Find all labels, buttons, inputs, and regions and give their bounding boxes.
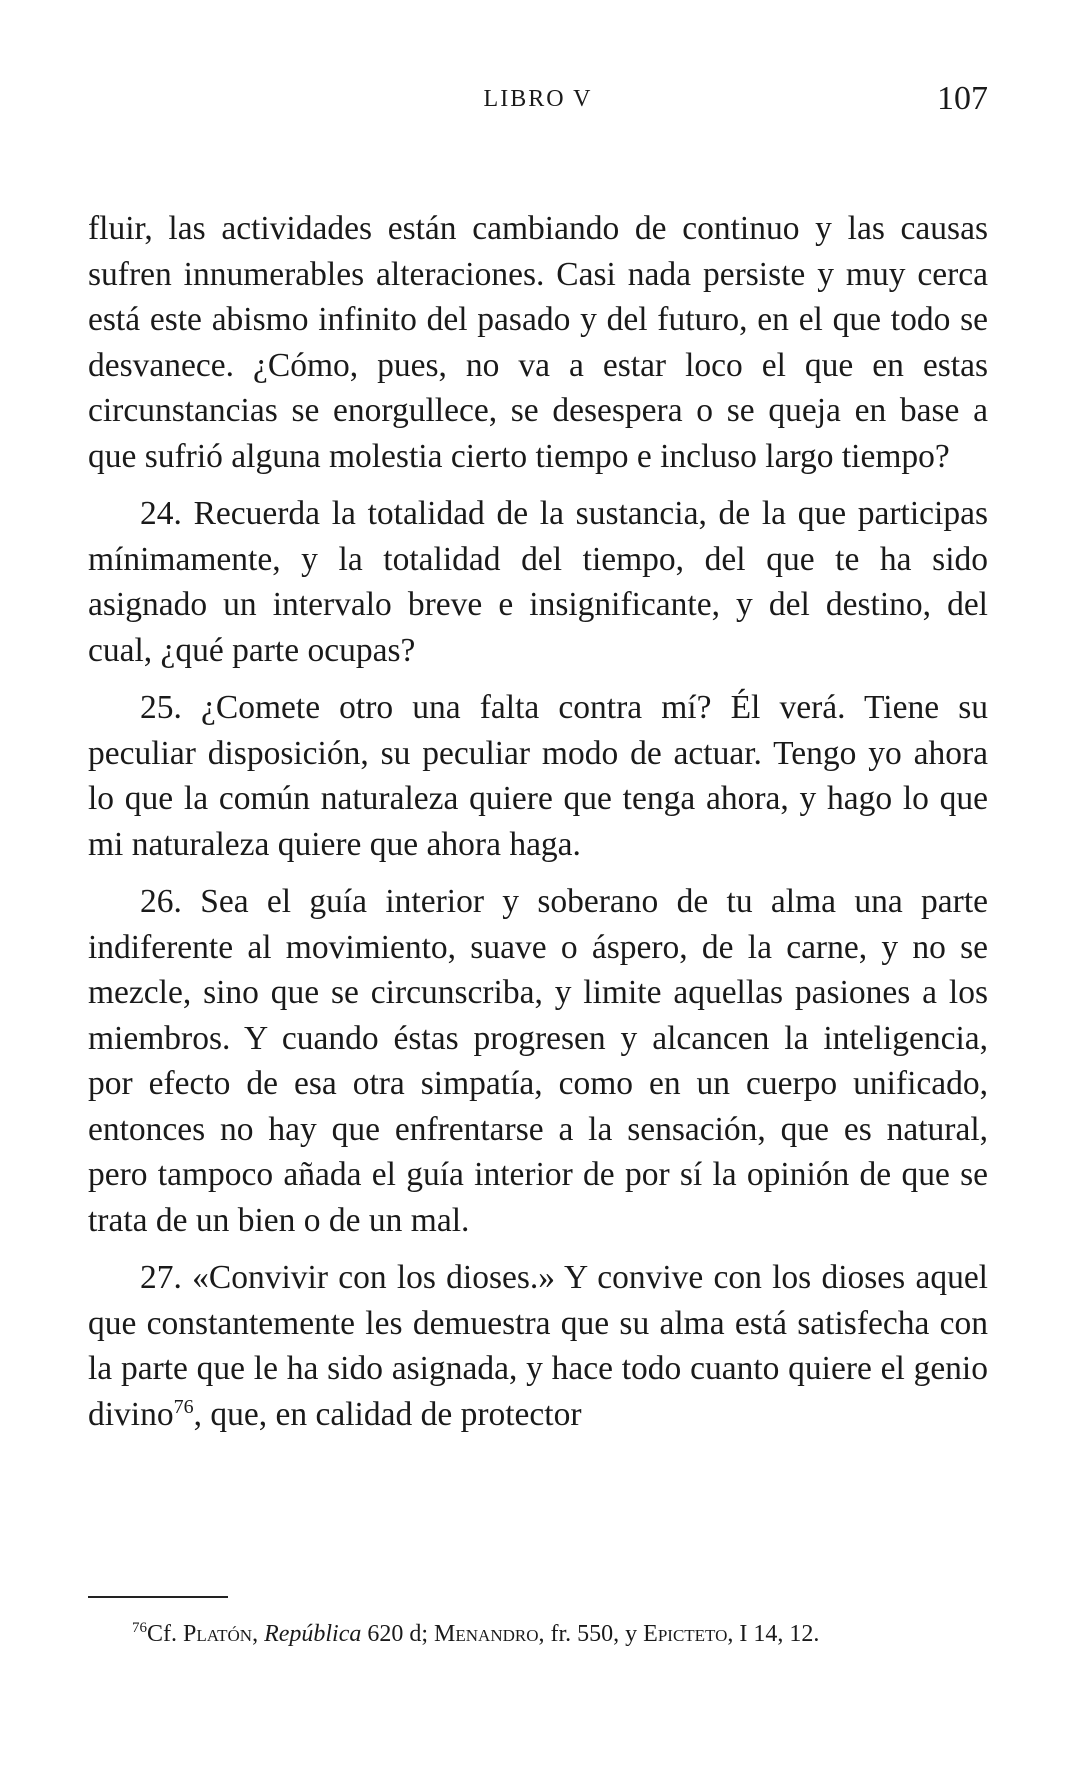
footnote-prefix: Cf.	[147, 1621, 183, 1647]
paragraph-27-text-end: , que, en calidad de protector	[193, 1395, 582, 1433]
paragraph-27	[88, 1255, 988, 1437]
footnote	[88, 1618, 988, 1651]
footnote-ref-1: 620 d;	[361, 1621, 435, 1647]
paragraph-25: 25. ¿Comete otro una falta contra mí? Él verá. Tiene su peculiar disposición, su peculiar modo de actuar. Tengo yo ahora lo que la común naturaleza quiere que tenga ahora, y hago lo que mi naturaleza quiere que ahora haga.	[88, 689, 988, 863]
footnote-divider	[88, 1596, 228, 1598]
footnote-reference[interactable]: 76	[173, 1395, 194, 1418]
footnote-author-plato: Platón	[183, 1621, 253, 1647]
footnote-work-republica: República	[264, 1621, 362, 1647]
running-title: LIBRO V	[483, 86, 593, 112]
paragraph-26: 26. Sea el guía interior y soberano de tu alma una parte indiferente al movimiento, suave o áspero, de la carne, y no se mezcle, sino que se circunscriba, y limite aquellas pasiones a los miembros. Y cuando éstas progresen y alcancen la inteligencia, por efecto de esa otra simpatía, como en un cuerpo unificado, entonces no hay que enfrentarse a la sensación, que es natural, pero tampoco añada el guía interior de por sí la opinión de que se trata de un bien o de un mal.	[88, 883, 988, 1239]
footnote-ref-3: , I 14, 12.	[727, 1621, 820, 1647]
footnote-author-epicteto: Epicteto	[643, 1621, 728, 1647]
footnote-ref-2: , fr. 550, y	[538, 1621, 644, 1647]
paragraph-27-text: 27. «Convivir con los dioses.» Y convive con los dioses aquel que constantemente les demuestra que su alma está satisfecha con la parte que le ha sido asignada, y hace todo cuanto quiere el genio divino	[88, 1259, 988, 1433]
footnote-separator: ,	[252, 1621, 265, 1647]
footnote-number: 76	[132, 1620, 147, 1636]
page-number: 107	[937, 80, 988, 117]
footnote-author-menandro: Menandro	[434, 1621, 539, 1647]
paragraph-24: 24. Recuerda la totalidad de la sustancia, de la que participas mínimamente, y la totalidad del tiempo, del que te ha sido asignado un intervalo breve e insignificante, y del destino, del cual, ¿qué parte ocupas?	[88, 495, 988, 669]
body-text	[88, 206, 988, 1449]
paragraph-continuation: fluir, las actividades están cambiando de continuo y las causas sufren innumerables alteraciones. Casi nada persiste y muy cerca está este abismo infinito del pasado y del futuro, en el que todo se desvanece. ¿Cómo, pues, no va a estar loco el que en estas circunstancias se enorgullece, se desespera o se queja en base a que sufrió alguna molestia cierto tiempo e incluso largo tiempo?	[88, 210, 988, 475]
running-head	[88, 80, 988, 120]
